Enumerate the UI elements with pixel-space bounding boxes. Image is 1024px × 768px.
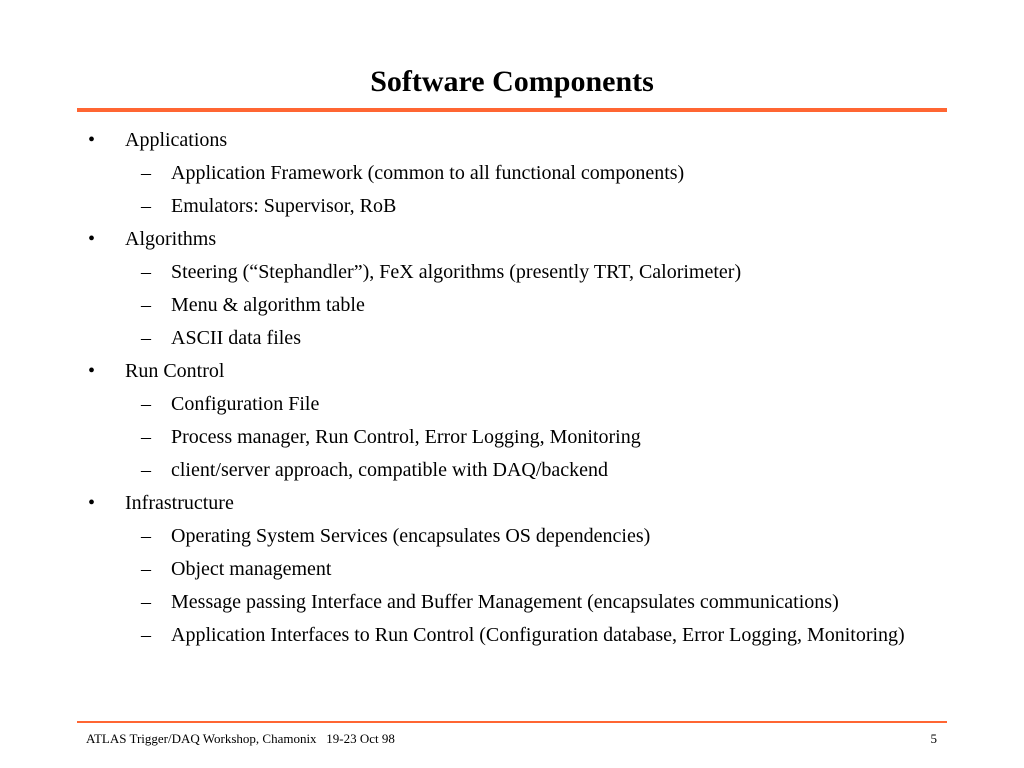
section-run-control xyxy=(0,355,1024,487)
sub-item-text: Object management xyxy=(171,558,332,580)
bullet-list xyxy=(0,124,1024,652)
bullet-icon: • xyxy=(88,129,96,151)
page-number: 5 xyxy=(930,731,937,746)
sub-item-text: ASCII data files xyxy=(171,327,301,349)
section-label: Run Control xyxy=(125,360,225,382)
sub-list xyxy=(0,520,1024,652)
footer-divider xyxy=(77,721,947,723)
dash-icon: – xyxy=(141,294,151,316)
dash-icon: – xyxy=(141,261,151,283)
sub-item xyxy=(0,619,1024,652)
sub-item xyxy=(0,388,1024,421)
sub-item-text: Application Interfaces to Run Control (Configuration database, Error Logging, Monitoring) xyxy=(171,624,905,646)
sub-list xyxy=(0,388,1024,487)
section-algorithms xyxy=(0,223,1024,355)
sub-item-text: client/server approach, compatible with DAQ/backend xyxy=(171,459,609,481)
title-divider xyxy=(77,108,947,112)
dash-icon: – xyxy=(141,426,151,448)
sub-item xyxy=(0,586,1024,619)
sub-item-text: Steering (“Stephandler”), FeX algorithms (presently TRT, Calorimeter) xyxy=(171,261,742,283)
bullet-icon: • xyxy=(88,360,96,382)
dash-icon: – xyxy=(141,162,151,184)
sub-item xyxy=(0,553,1024,586)
dash-icon: – xyxy=(141,393,151,415)
section-label: Applications xyxy=(125,129,228,151)
dash-icon: – xyxy=(141,624,151,646)
dash-icon: – xyxy=(141,558,151,580)
slide-title: Software Components xyxy=(370,65,654,98)
section-label: Infrastructure xyxy=(125,492,234,514)
bullet-icon: • xyxy=(88,228,96,250)
dash-icon: – xyxy=(141,459,151,481)
footer-text: ATLAS Trigger/DAQ Workshop, Chamonix 19-23 Oct 98 xyxy=(86,731,395,746)
section-label: Algorithms xyxy=(125,228,217,250)
sub-item-text: Operating System Services (encapsulates OS dependencies) xyxy=(171,525,651,547)
sub-list xyxy=(0,256,1024,355)
sub-item xyxy=(0,157,1024,190)
sub-item-text: Process manager, Run Control, Error Logging, Monitoring xyxy=(171,426,641,448)
dash-icon: – xyxy=(141,327,151,349)
sub-item xyxy=(0,190,1024,223)
sub-list xyxy=(0,157,1024,223)
dash-icon: – xyxy=(141,195,151,217)
sub-item-text: Application Framework (common to all functional components) xyxy=(171,162,685,184)
sub-item-text: Emulators: Supervisor, RoB xyxy=(171,195,397,217)
sub-item xyxy=(0,289,1024,322)
sub-item-text: Message passing Interface and Buffer Management (encapsulates communications) xyxy=(171,591,839,613)
sub-item xyxy=(0,520,1024,553)
sub-item xyxy=(0,454,1024,487)
sub-item xyxy=(0,421,1024,454)
sub-item xyxy=(0,256,1024,289)
section-applications xyxy=(0,124,1024,223)
sub-item-text: Menu & algorithm table xyxy=(171,294,365,316)
sub-item-text: Configuration File xyxy=(171,393,320,415)
dash-icon: – xyxy=(141,525,151,547)
dash-icon: – xyxy=(141,591,151,613)
sub-item xyxy=(0,322,1024,355)
section-infrastructure xyxy=(0,487,1024,652)
bullet-icon: • xyxy=(88,492,96,514)
